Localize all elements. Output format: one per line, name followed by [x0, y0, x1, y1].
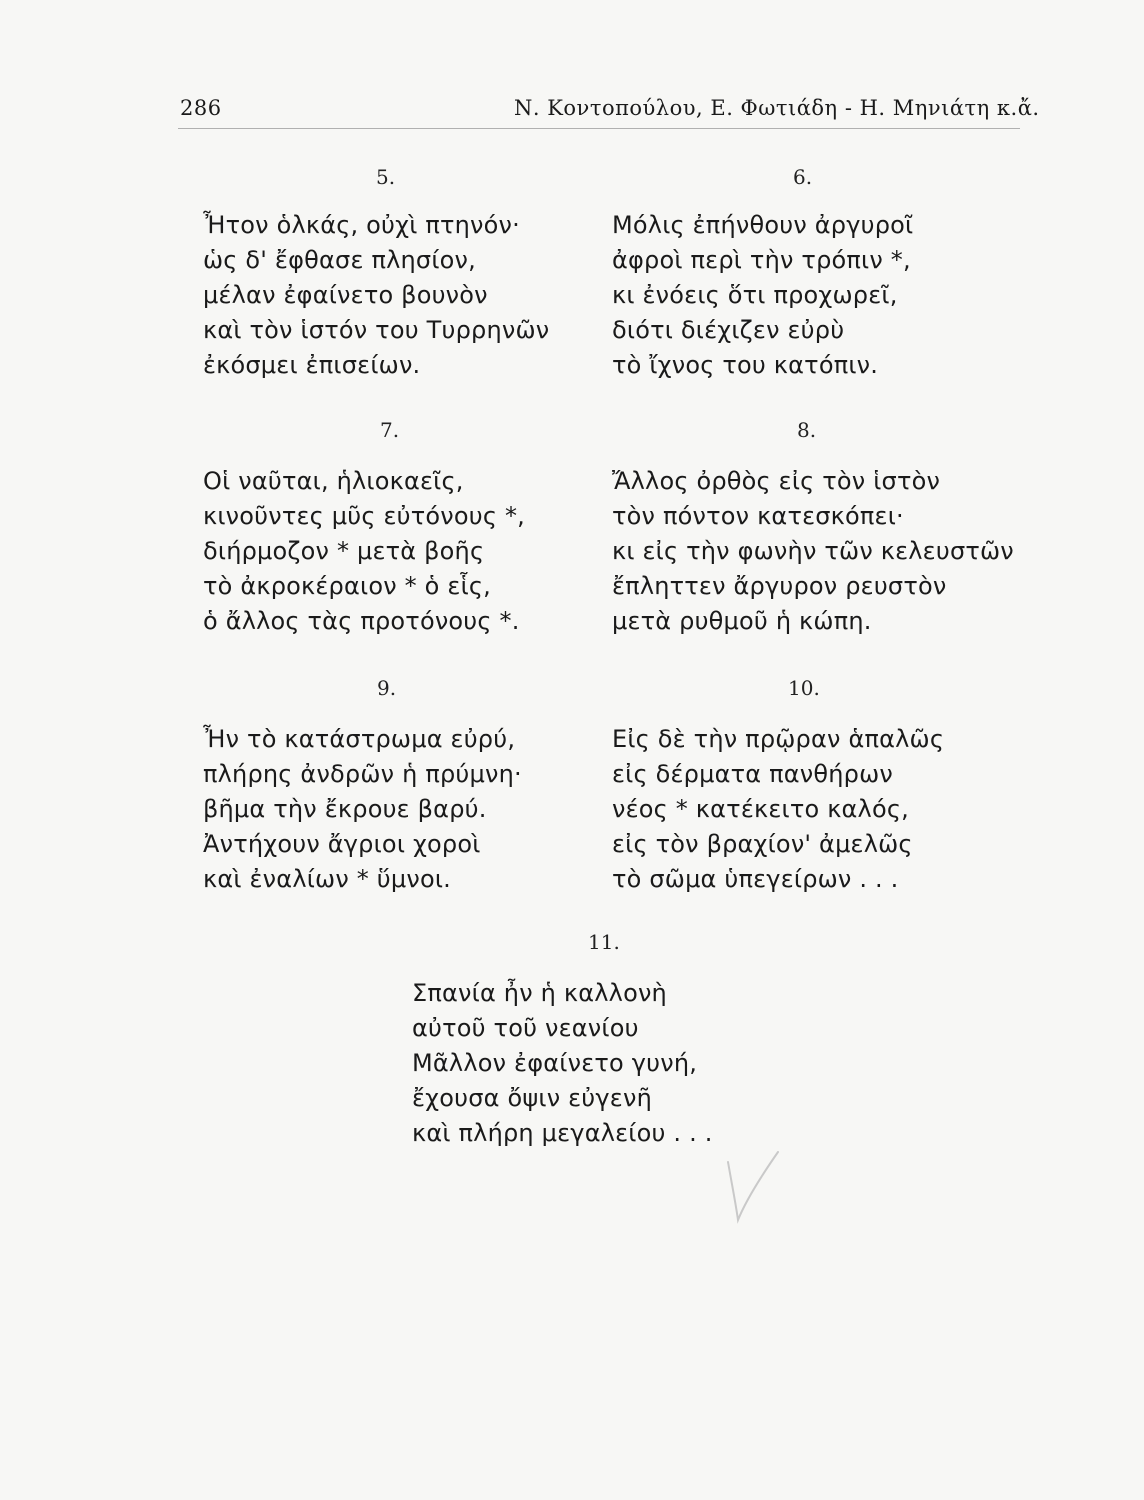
verse-line: ἐκόσμει ἐπισείων.	[203, 351, 421, 379]
verse-line: ἀφροὶ περὶ τὴν τρόπιν *,	[612, 246, 911, 274]
verse-line: κι εἰς τὴν φωνὴν τῶν κελευστῶν	[612, 537, 1014, 565]
verse-line: καὶ τὸν ἱστόν του Τυρρηνῶν	[203, 316, 550, 344]
verse-line: κινοῦντες μῦς εὐτόνους *,	[203, 502, 525, 530]
verse-line: τὸν πόντον κατεσκόπει·	[612, 502, 904, 530]
verse-line: Ἦτον ὁλκάς, οὐχὶ πτηνόν·	[203, 211, 520, 239]
verse-line: Οἱ ναῦται, ἡλιοκαεῖς,	[203, 467, 464, 495]
verse-line: Ἦν τὸ κατάστρωμα εὐρύ,	[203, 725, 516, 753]
verse-line: Ἀντήχουν ἄγριοι χοροὶ	[203, 830, 481, 858]
page-number: 286	[180, 96, 222, 120]
stanza-number: 5.	[376, 165, 396, 189]
verse-line: ὡς δ' ἔφθασε πλησίον,	[203, 246, 476, 274]
verse-line: πλήρης ἀνδρῶν ἡ πρύμνη·	[203, 760, 522, 788]
stanza	[412, 976, 713, 1151]
stanza-number: 8.	[797, 418, 817, 442]
verse-line: αὐτοῦ τοῦ νεανίου	[412, 1014, 639, 1042]
stanza	[612, 464, 1014, 639]
verse-line: εἰς τὸν βραχίον' ἀμελῶς	[612, 830, 913, 858]
verse-line: μετὰ ρυθμοῦ ἡ κώπη.	[612, 607, 872, 635]
stanza	[203, 464, 525, 639]
verse-line: ἔπληττεν ἄργυρον ρευστὸν	[612, 572, 947, 600]
stanza-number: 11.	[588, 930, 620, 954]
verse-line: τὸ ἀκροκέραιον * ὁ εἷς,	[203, 572, 492, 600]
verse-line: Εἰς δὲ τὴν πρῷραν ἁπαλῶς	[612, 725, 945, 753]
verse-line: εἰς δέρματα πανθήρων	[612, 760, 893, 788]
verse-line: Μόλις ἐπήνθουν ἀργυροῖ	[612, 211, 914, 239]
verse-line: καὶ πλήρη μεγαλείου . . .	[412, 1119, 713, 1147]
header-rule	[178, 128, 1020, 129]
verse-line: ἔχουσα ὄψιν εὐγενῆ	[412, 1084, 652, 1112]
verse-line: βῆμα τὴν ἔκρουε βαρύ.	[203, 795, 487, 823]
stanza-number: 7.	[380, 418, 400, 442]
verse-line: Μᾶλλον ἐφαίνετο γυνή,	[412, 1049, 698, 1077]
verse-line: διότι διέχιζεν εὐρὺ	[612, 316, 845, 344]
stanza	[203, 208, 549, 383]
running-header: Ν. Κοντοπούλου, Ε. Φωτιάδη - Η. Μηνιάτη κ.ἄ.	[514, 96, 1040, 120]
verse-line: νέος * κατέκειτο καλός,	[612, 795, 909, 823]
verse-line: ὁ ἄλλος τὰς προτόνους *.	[203, 607, 520, 635]
stanza-number: 9.	[377, 676, 397, 700]
stanza	[612, 208, 913, 383]
verse-line: καὶ ἐναλίων * ὕμνοι.	[203, 865, 451, 893]
verse-line: τὸ ἴχνος του κατόπιν.	[612, 351, 879, 379]
verse-line: τὸ σῶμα ὑπεγείρων . . .	[612, 865, 899, 893]
verse-line: μέλαν ἐφαίνετο βουνὸν	[203, 281, 488, 309]
stanza-number: 6.	[793, 165, 813, 189]
stanza-number: 10.	[788, 676, 820, 700]
stanza	[612, 722, 944, 897]
verse-line: Ἄλλος ὀρθὸς εἰς τὸν ἱστὸν	[612, 467, 941, 495]
verse-line: Σπανία ἦν ἡ καλλονὴ	[412, 979, 667, 1007]
verse-line: κι ἐνόεις ὅτι προχωρεῖ,	[612, 281, 898, 309]
verse-line: διήρμοζον * μετὰ βοῆς	[203, 537, 485, 565]
pencil-checkmark-icon	[722, 1150, 782, 1230]
stanza	[203, 722, 522, 897]
